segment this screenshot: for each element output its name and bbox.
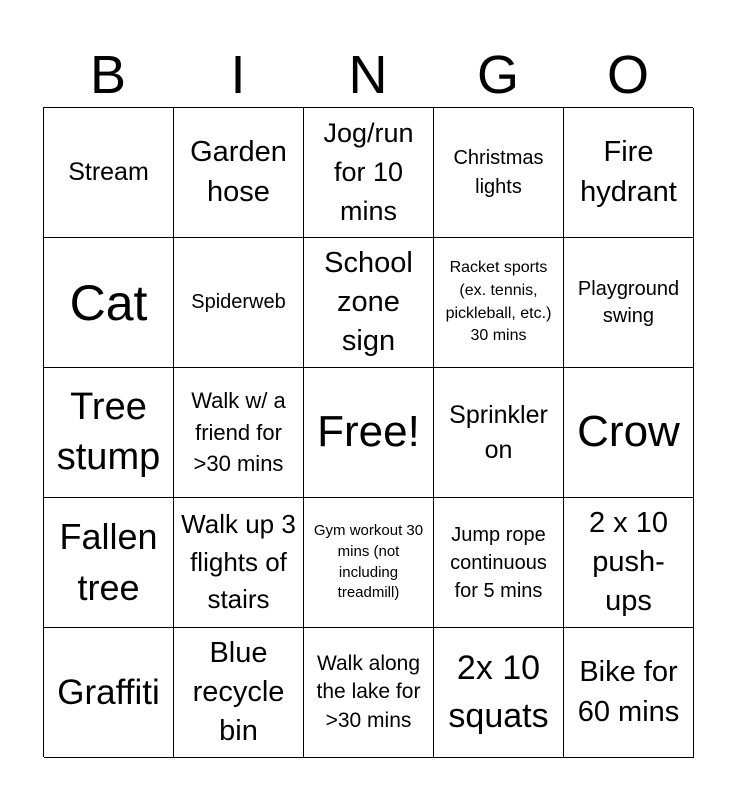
bingo-cell-r3-c4[interactable]	[434, 368, 564, 498]
bingo-cell-r5-c2[interactable]	[174, 628, 304, 758]
cell-text: Fallen tree	[59, 516, 158, 608]
cell-text: School zone sign	[324, 246, 413, 358]
cell-text: Fire hydrant	[580, 136, 677, 208]
bingo-board	[43, 107, 693, 757]
cell-text: 2x 10 squats	[448, 648, 549, 735]
cell-text: Stream	[68, 158, 149, 186]
cell-text: Racket sports (ex. tennis, pickleball, etc.) 30 mins	[445, 259, 552, 345]
bingo-cell-r5-c1[interactable]	[44, 628, 174, 758]
bingo-cell-r1-c4[interactable]	[434, 108, 564, 238]
cell-text: Spiderweb	[191, 291, 286, 313]
cell-text: Jump rope continuous for 5 mins	[450, 523, 547, 602]
bingo-cell-r3-c3[interactable]	[304, 368, 434, 498]
cell-text: Free!	[317, 407, 420, 457]
bingo-cell-r5-c4[interactable]	[434, 628, 564, 758]
bingo-cell-r4-c2[interactable]	[174, 498, 304, 628]
cell-text: Cat	[69, 274, 148, 331]
cell-text: Sprinkler on	[449, 400, 548, 464]
bingo-cell-r5-c3[interactable]	[304, 628, 434, 758]
bingo-cell-r2-c3[interactable]	[304, 238, 434, 368]
cell-text: Walk up 3 flights of stairs	[181, 508, 296, 615]
bingo-cell-r1-c3[interactable]	[304, 108, 434, 238]
cell-text: Graffiti	[57, 672, 160, 712]
bingo-cell-r5-c5[interactable]	[564, 628, 694, 758]
cell-text: Blue recycle bin	[192, 636, 285, 748]
cell-text: Walk along the lake for >30 mins	[316, 651, 421, 732]
cell-text: Playground swing	[577, 277, 680, 327]
bingo-cell-r2-c4[interactable]	[434, 238, 564, 368]
bingo-cell-r3-c5[interactable]	[564, 368, 694, 498]
cell-text: Walk w/ a friend for >30 mins	[191, 387, 286, 477]
bingo-cell-r4-c1[interactable]	[44, 498, 174, 628]
cell-text: Tree stump	[56, 386, 161, 478]
bingo-cell-r2-c5[interactable]	[564, 238, 694, 368]
bingo-cell-r1-c1[interactable]	[44, 108, 174, 238]
bingo-cell-r2-c2[interactable]	[174, 238, 304, 368]
bingo-cell-r4-c5[interactable]	[564, 498, 694, 628]
bingo-cell-r2-c1[interactable]	[44, 238, 174, 368]
cell-text: Gym workout 30 mins (not including treadmill)	[313, 522, 424, 602]
cell-text: 2 x 10 push-ups	[589, 506, 668, 618]
bingo-cell-r4-c3[interactable]	[304, 498, 434, 628]
cell-text: Jog/run for 10 mins	[323, 117, 414, 227]
bingo-cell-r3-c2[interactable]	[174, 368, 304, 498]
header-letter-i: I	[230, 45, 246, 105]
cell-text: Bike for 60 mins	[577, 656, 680, 728]
bingo-cell-r4-c4[interactable]	[434, 498, 564, 628]
cell-text: Garden hose	[190, 136, 287, 208]
header-letter-o: O	[606, 45, 649, 105]
header-letter-b: B	[89, 45, 127, 105]
bingo-cell-r1-c2[interactable]	[174, 108, 304, 238]
header-letter-n: N	[348, 45, 388, 105]
bingo-cell-r3-c1[interactable]	[44, 368, 174, 498]
cell-text: Crow	[577, 407, 680, 457]
header-letter-g: G	[476, 45, 519, 105]
bingo-header	[43, 44, 693, 106]
bingo-cell-r1-c5[interactable]	[564, 108, 694, 238]
cell-text: Christmas lights	[453, 146, 544, 198]
